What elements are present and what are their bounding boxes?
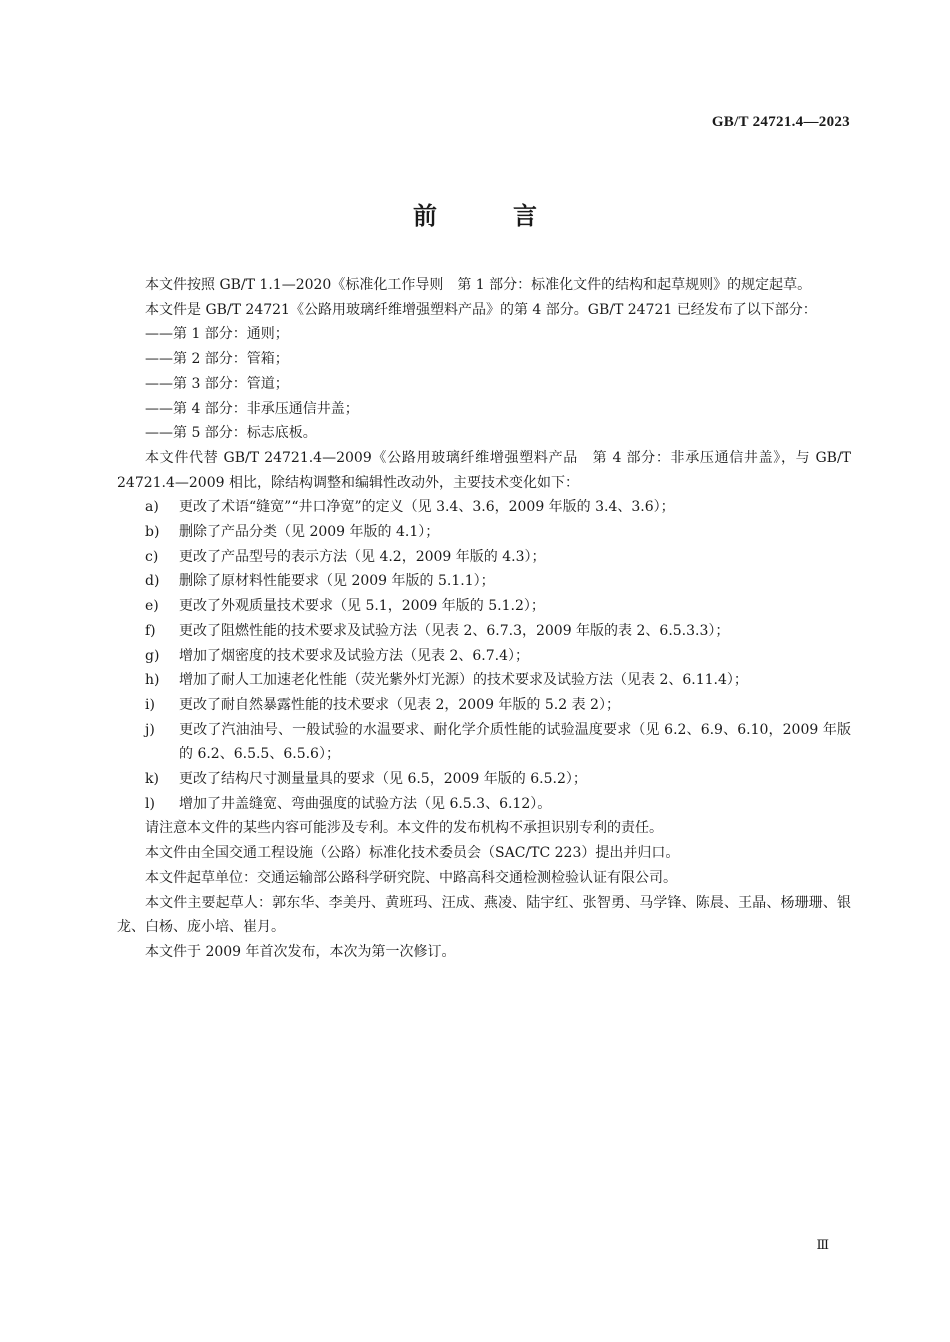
item-text: 增加了烟密度的技术要求及试验方法（见表 2、6.7.4）； [179,647,529,664]
item-label: b) [145,524,160,541]
list-item: ——第 3 部分：管道； [145,375,289,392]
item-text: 删除了产品分类（见 2009 年版的 4.1）； [179,524,440,541]
item-label: f) [145,622,156,639]
item-label: i) [145,696,155,713]
item-label: g) [145,647,160,664]
page-title: 前 言 [413,202,563,230]
paragraph-series-intro: 本文件是 GB/T 24721《公路用玻璃纤维增强塑料产品》的第 4 部分。GB/T 24721 已经发布了以下部分： [145,301,817,318]
list-item: ——第 1 部分：通则； [145,326,289,343]
paragraph-drafting-units: 本文件起草单位：交通运输部公路科学研究院、中路高科交通检测检验认证有限公司。 [145,869,677,886]
list-item: ——第 2 部分：管箱； [145,351,289,368]
item-text: 增加了耐人工加速老化性能（荧光紫外灯光源）的技术要求及试验方法（见表 2、6.11.4）； [179,672,748,689]
list-item: ——第 5 部分：标志底板。 [145,425,317,442]
item-text: 更改了产品型号的表示方法（见 4.2，2009 年版的 4.3）； [179,548,546,565]
paragraph-drafters: 本文件主要起草人：郭东华、李美丹、黄班玛、汪成、燕凌、陆宇红、张智勇、马学锋、陈晨、王晶、杨珊珊、银龙、白杨、庞小培、崔月。 [117,894,851,936]
list-item [117,594,851,619]
list-item [117,668,851,693]
item-label: h) [145,672,160,689]
item-text: 更改了耐自然暴露性能的技术要求（见表 2，2009 年版的 5.2 表 2）； [179,696,620,713]
parts-list [117,322,851,446]
item-label: j) [145,721,155,738]
list-item [117,495,851,520]
list-item [117,644,851,669]
item-text: 更改了术语“缝宽”“井口净宽”的定义（见 3.4、3.6，2009 年版的 3.4、3.6）； [179,499,675,516]
list-item [117,545,851,570]
paragraph-history: 本文件于 2009 年首次发布，本次为第一次修订。 [145,943,456,960]
list-item [117,693,851,718]
item-text: 删除了原材料性能要求（见 2009 年版的 5.1.1）； [179,573,495,590]
list-item [117,767,851,792]
list-item: ——第 4 部分：非承压通信井盖； [145,400,359,417]
list-item [117,569,851,594]
item-text: 更改了外观质量技术要求（见 5.1，2009 年版的 5.1.2）； [179,598,545,615]
standard-code: GB/T 24721.4—2023 [711,114,850,130]
paragraph-replacement: 本文件代替 GB/T 24721.4—2009《公路用玻璃纤维增强塑料产品 第 4 部分：非承压通信井盖》，与 GB/T 24721.4—2009 相比，除结构调整和编辑性改动外，主要技术变化如下： [117,449,851,491]
item-label: l) [145,795,155,812]
item-label: k) [145,771,159,788]
list-item [117,792,851,817]
paragraph-proposer: 本文件由全国交通工程设施（公路）标准化技术委员会（SAC/TC 223）提出并归口。 [145,845,680,862]
item-text: 更改了结构尺寸测量量具的要求（见 6.5，2009 年版的 6.5.2）； [179,771,587,788]
list-item [117,718,851,767]
item-text: 更改了阻燃性能的技术要求及试验方法（见表 2、6.7.3，2009 年版的表 2、6.5.3.3）； [179,622,730,639]
list-item [117,619,851,644]
paragraph-patent-notice: 请注意本文件的某些内容可能涉及专利。本文件的发布机构不承担识别专利的责任。 [145,820,663,837]
changes-list [117,495,851,816]
item-label: a) [145,499,159,516]
paragraph-drafting-rules: 本文件按照 GB/T 1.1—2020《标准化工作导则 第 1 部分：标准化文件的结构和起草规则》的规定起草。 [145,277,812,293]
item-label: d) [145,573,160,590]
foreword-body [117,273,851,965]
page-number: Ⅲ [816,1238,829,1253]
list-item [117,520,851,545]
item-label: e) [145,598,159,615]
item-text: 增加了井盖缝宽、弯曲强度的试验方法（见 6.5.3、6.12）。 [179,795,552,812]
item-text: 更改了汽油油号、一般试验的水温要求、耐化学介质性能的试验温度要求（见 6.2、6.9、6.10，2009 年版的 6.2、6.5.5、6.5.6）； [179,721,851,763]
item-label: c) [145,548,159,565]
